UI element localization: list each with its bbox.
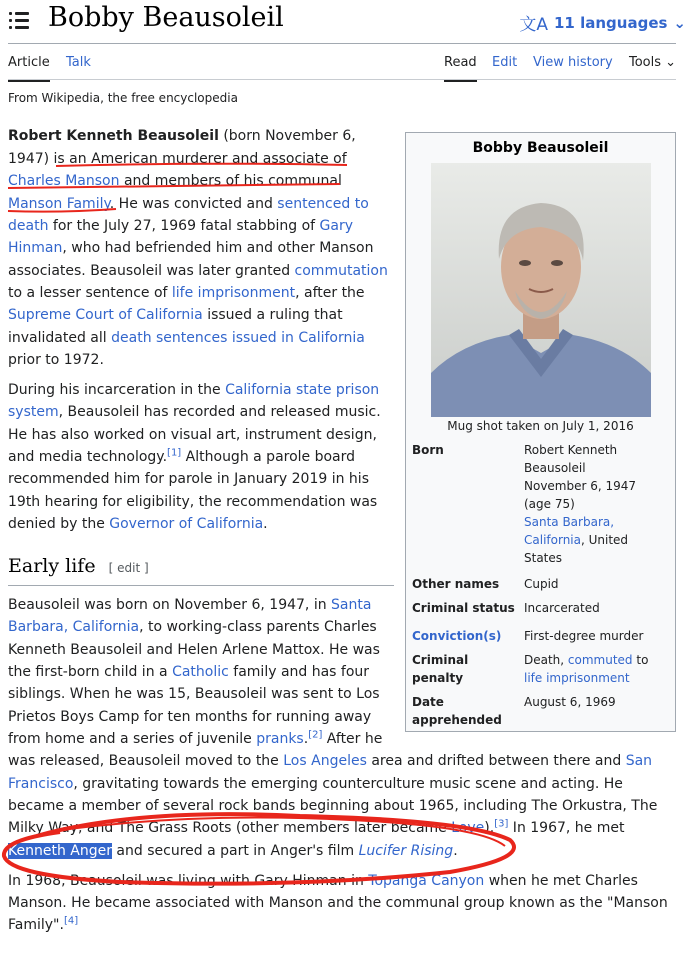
text-line — [8, 706, 371, 728]
text-line — [8, 260, 388, 282]
text: Prietos Boys Camp for ten months for running away — [8, 709, 372, 725]
text: and media technology. — [8, 449, 168, 465]
link-san-francisco-2[interactable]: Francisco — [8, 776, 74, 792]
citation-2[interactable]: [2] — [308, 729, 323, 741]
text: prior to 1972. — [8, 352, 104, 368]
text-line — [8, 215, 353, 237]
text: invalidated all — [8, 330, 112, 346]
tab-edit[interactable]: Edit — [492, 55, 518, 70]
text-line — [8, 349, 104, 371]
link-pranks[interactable]: pranks — [256, 731, 304, 747]
tab-talk[interactable]: Talk — [66, 55, 91, 70]
text: denied by the — [8, 516, 110, 532]
row-value: August 6, 1969 — [524, 695, 616, 709]
text: Beausoleil was born on November 6, 1947, in — [8, 597, 332, 613]
page-title: Bobby Beausoleil — [48, 2, 284, 33]
text-line — [8, 379, 379, 401]
text: family and has four — [228, 664, 370, 680]
text: He has also worked on visual art, instrument design, — [8, 427, 377, 443]
text-line — [8, 282, 365, 304]
row-label: Criminal status — [412, 601, 515, 615]
link-topanga-canyon[interactable]: Topanga Canyon — [368, 873, 485, 889]
text: Lucifer Rising — [358, 843, 454, 859]
text: Criminal — [412, 653, 469, 667]
text: is an American murderer and associate of — [53, 151, 347, 167]
row-value — [524, 651, 674, 687]
text: and members of his communal — [119, 173, 342, 189]
text: . — [303, 731, 309, 747]
translate-icon: 文A — [519, 15, 548, 35]
section-title: Early life — [8, 555, 96, 577]
section-edit-link[interactable]: [ edit ] — [108, 561, 149, 575]
text-line — [8, 424, 377, 446]
text: In 1967, he met — [508, 820, 625, 836]
chevron-down-icon: ⌄ — [665, 55, 677, 70]
link-governor[interactable]: Governor of California — [109, 516, 264, 532]
link-los-angeles[interactable]: Los Angeles — [283, 753, 367, 769]
tab-read[interactable]: Read — [444, 55, 477, 70]
tabs-divider — [8, 79, 676, 80]
text: , after the — [295, 285, 365, 301]
section-divider — [8, 585, 394, 586]
infobox-title: Bobby Beausoleil — [472, 140, 609, 156]
link-supreme-court[interactable]: Supreme Court of California — [8, 307, 203, 323]
subject-name: Robert Kenneth Beausoleil — [8, 128, 219, 144]
site-tagline: From Wikipedia, the free encyclopedia — [8, 91, 238, 105]
text: Kenneth Beausoleil and Helen Arlene Mattox. He was — [8, 642, 380, 658]
citation-3[interactable]: [3] — [494, 818, 509, 830]
text: , gravitating towards the emerging counterculture music scene and acting. He — [73, 776, 623, 792]
text-line — [8, 892, 668, 914]
link-san-francisco[interactable]: San — [625, 753, 653, 769]
text-line — [8, 237, 373, 259]
link-prison-system-2[interactable]: system — [8, 404, 59, 420]
text-line — [8, 304, 343, 326]
text: ). — [484, 820, 495, 836]
text: for the July 27, 1969 fatal stabbing of — [48, 218, 320, 234]
text: to — [632, 653, 649, 667]
text: Date — [412, 695, 444, 709]
text: . — [109, 196, 115, 212]
text: was released, Beausoleil moved to the — [8, 753, 284, 769]
text: , who had befriended him and other Manson — [62, 240, 374, 256]
text: area and drifted between there and — [366, 753, 626, 769]
text-line — [8, 148, 347, 170]
text: , to working-class parents Charles — [139, 619, 377, 635]
link-catholic[interactable]: Catholic — [172, 664, 229, 680]
text: . — [263, 516, 268, 532]
text-line — [8, 817, 624, 839]
text: During his incarceration in the — [8, 382, 226, 398]
link-love[interactable]: Love — [451, 820, 485, 836]
link-convictions[interactable]: Conviction(s) — [412, 629, 502, 643]
tools-menu[interactable] — [629, 55, 676, 70]
text-line — [8, 840, 458, 862]
link-santa-barbara-2[interactable]: Barbara, California — [8, 619, 140, 635]
text: recommended him for parole in January 2019 in his — [8, 471, 369, 487]
text-line — [8, 513, 268, 535]
link-born-place[interactable]: Santa Barbara, — [524, 515, 615, 529]
row-label: Other names — [412, 577, 500, 591]
text-line — [8, 401, 381, 423]
tools-label: Tools — [629, 55, 662, 70]
text: the first-born child in a — [8, 664, 173, 680]
section-heading-early-life — [8, 555, 394, 587]
text: Death, — [524, 653, 568, 667]
text-line — [8, 728, 382, 750]
text-line — [8, 914, 78, 936]
languages-button[interactable] — [519, 10, 686, 35]
text-line — [8, 170, 342, 192]
link-gary-hinman-2[interactable]: Hinman — [8, 240, 63, 256]
text-line — [8, 870, 638, 892]
row-label — [412, 651, 517, 687]
text-line — [8, 683, 380, 705]
text-line — [8, 750, 652, 772]
citation-4[interactable]: [4] — [63, 915, 79, 927]
languages-label: 11 languages — [554, 13, 668, 32]
link-gary-hinman[interactable]: Gary — [319, 218, 354, 234]
link-lucifer-rising[interactable] — [359, 843, 454, 859]
hamburger-menu-icon[interactable] — [9, 12, 29, 30]
text: Family". — [8, 917, 64, 933]
text: States — [524, 551, 563, 565]
text-line — [8, 639, 380, 661]
text: from home and a series of juvenile — [8, 731, 257, 747]
text: Manson. He became associated with Manson and the communal group known as the "Manson — [8, 895, 668, 911]
text: penalty — [412, 671, 464, 685]
link-commutation[interactable]: commutation — [294, 263, 388, 279]
text-line — [8, 594, 371, 616]
text-line — [8, 193, 369, 215]
text-line — [8, 468, 369, 490]
link-sentenced-to-death-2[interactable]: death — [8, 218, 49, 234]
tab-article[interactable]: Article — [8, 55, 50, 70]
text: 1947) — [8, 151, 54, 167]
link-commuted[interactable]: commuted — [567, 653, 633, 667]
text: After he — [322, 731, 383, 747]
link-prison-system[interactable]: California state prison — [225, 382, 380, 398]
link-manson-family[interactable]: Manson Family — [8, 196, 110, 212]
link-sentenced-to-death[interactable]: sentenced to — [277, 196, 369, 212]
text: . — [453, 843, 458, 859]
text-line — [8, 795, 657, 817]
text: In 1968, Beausoleil was living with Gary Hinman in — [8, 873, 369, 889]
text-line — [8, 616, 377, 638]
image-caption: Mug shot taken on July 1, 2016 — [447, 419, 634, 433]
text: , United — [580, 533, 629, 547]
text: when he met Charles — [484, 873, 638, 889]
link-santa-barbara[interactable]: Santa — [331, 597, 372, 613]
text: , Beausoleil has recorded and released music. — [58, 404, 381, 420]
text: associates. Beausoleil was later granted — [8, 263, 295, 279]
selected-text-kenneth-anger[interactable]: Kenneth Anger — [8, 843, 112, 859]
chevron-down-icon: ⌄ — [673, 13, 686, 32]
text: to a lesser sentence of — [8, 285, 172, 301]
text: apprehended — [412, 713, 502, 727]
text: He was convicted and — [114, 196, 278, 212]
row-label — [412, 693, 517, 729]
text: Milky Way, and The Grass Roots (other members later became — [8, 820, 452, 836]
row-value: Incarcerated — [524, 601, 600, 615]
link-charles-manson[interactable]: Charles Manson — [8, 173, 120, 189]
text-line — [8, 125, 356, 147]
text: (born November 6, — [218, 128, 356, 144]
citation-1[interactable]: [1] — [167, 447, 182, 459]
text-line — [8, 446, 355, 468]
text: Robert Kenneth — [524, 443, 618, 457]
text-line — [8, 327, 365, 349]
link-life-imprisonment[interactable]: life imprisonment — [171, 285, 296, 301]
text: Beausoleil — [524, 461, 586, 475]
text: 19th hearing for eligibility, the recommendation was — [8, 494, 378, 510]
link-life-imprisonment-infobox[interactable]: life imprisonment — [524, 671, 630, 685]
text: siblings. When he was 15, Beausoleil was sent to Los — [8, 686, 380, 702]
infobox — [405, 132, 676, 732]
text-line — [8, 661, 369, 683]
row-value: First-degree murder — [524, 629, 644, 643]
page-tabs — [0, 44, 694, 80]
text: (age 75) — [524, 497, 575, 511]
text: November 6, 1947 — [524, 479, 637, 493]
link-born-place-2[interactable]: California — [524, 533, 581, 547]
text: and secured a part in Anger's film — [111, 843, 359, 859]
text: issued a ruling that — [202, 307, 343, 323]
text-line — [8, 491, 377, 513]
row-value — [524, 441, 674, 567]
row-value: Cupid — [524, 577, 559, 591]
text: Although a parole board — [181, 449, 356, 465]
row-label: Born — [412, 443, 444, 457]
mugshot-photo[interactable] — [431, 163, 651, 417]
tab-view-history[interactable]: View history — [533, 55, 613, 70]
text-line — [8, 773, 623, 795]
text: became a member of several rock bands beginning about 1965, including The Orkustra, The — [8, 798, 658, 814]
header — [0, 0, 694, 44]
link-death-sentences[interactable]: death sentences issued in California — [111, 330, 365, 346]
